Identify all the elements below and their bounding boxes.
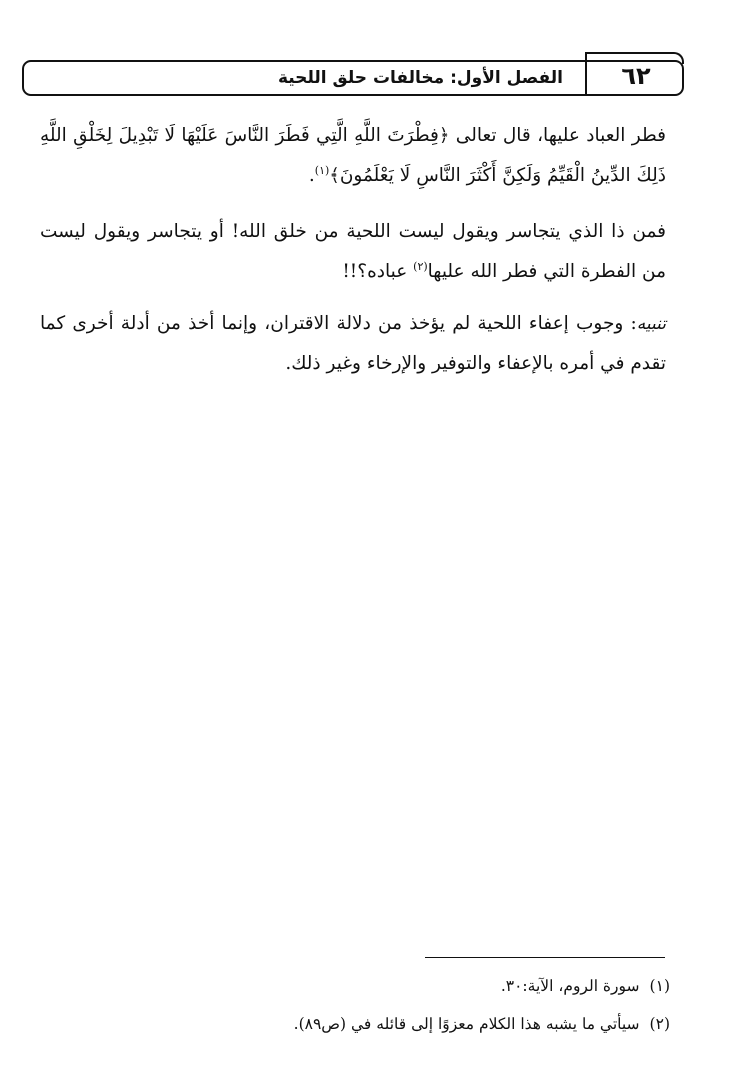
footnote-separator — [425, 957, 665, 958]
header-divider — [585, 52, 587, 96]
paragraph-3 — [40, 304, 666, 384]
footnote-2-number: (٢) — [649, 1015, 670, 1033]
footnote-ref-1[interactable]: (١) — [314, 163, 330, 177]
running-title: الفصل الأول: مخالفات حلق اللحية — [277, 68, 563, 88]
paragraph-2 — [40, 212, 666, 292]
footnote-1-number: (١) — [649, 977, 670, 995]
footnote-2 — [200, 1010, 670, 1038]
paragraph-1-end: . — [308, 165, 315, 186]
paragraph-1 — [40, 116, 666, 196]
note-text: : وجوب إعفاء اللحية لم يؤخذ من دلالة الاقتران، وإنما أخذ من أدلة أخرى كما تقدم في أمره بالإعفاء والتوفير والإرخاء وغير ذلك. — [40, 313, 666, 374]
paragraph-1-intro: فطر العباد عليها، قال تعالى — [449, 125, 666, 146]
page-number: ٦٢ — [621, 62, 651, 90]
footnote-1 — [200, 972, 670, 1000]
footnote-1-text: سورة الروم، الآية:٣٠. — [500, 977, 640, 995]
footnote-2-text: سيأتي ما يشبه هذا الكلام معزوًا إلى قائله في (ص٨٩). — [293, 1015, 640, 1033]
quran-open-bracket: ﴿ — [438, 125, 450, 146]
paragraph-2-text: فمن ذا الذي يتجاسر ويقول ليست اللحية من خلق الله! أو يتجاسر ويقول ليست من الفطرة التي فطر الله عليها — [40, 221, 666, 282]
quran-close-bracket: ﴾ — [329, 165, 340, 186]
paragraph-2-end: عباده؟!! — [342, 261, 414, 282]
footnote-ref-2[interactable]: (٢) — [413, 259, 428, 273]
note-label: تنبيه — [636, 314, 666, 334]
quran-verse: فِطْرَتَ اللَّهِ الَّتِي فَطَرَ النَّاسَ عَلَيْهَا لَا تَبْدِيلَ لِخَلْقِ اللَّهِ ذَلِكَ الدِّينُ الْقَيِّمُ وَلَكِنَّ أَكْثَرَ النَّاسِ لَا يَعْلَمُونَ — [40, 125, 666, 186]
